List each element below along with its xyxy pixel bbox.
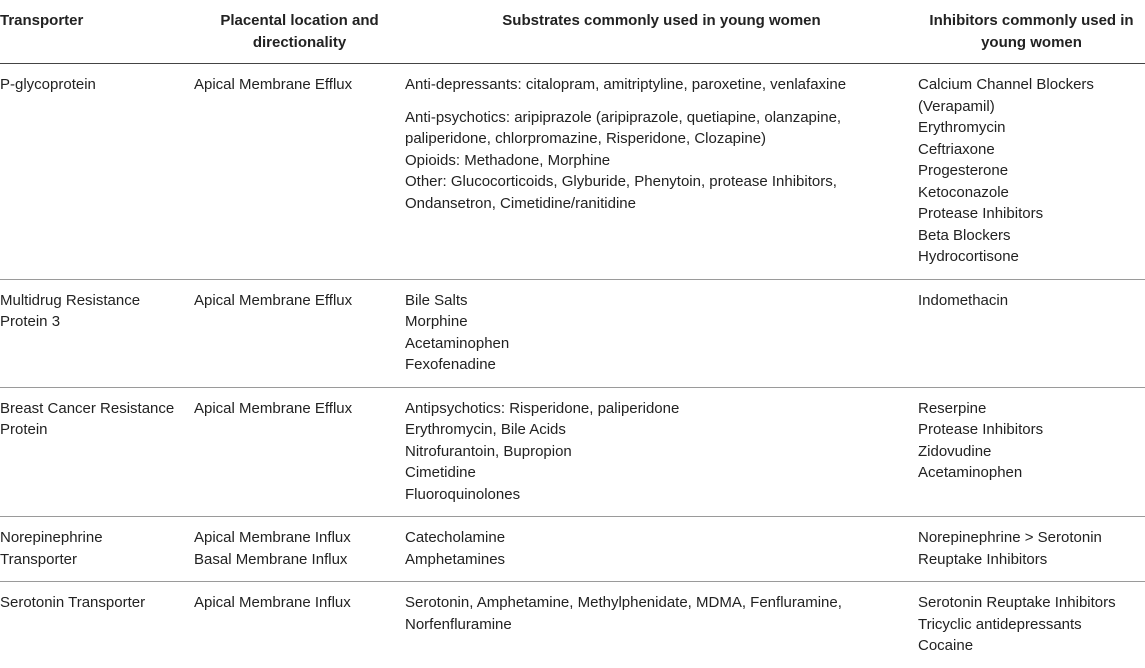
cell-line: Amphetamines — [405, 550, 506, 568]
cell-inhibitors — [918, 582, 1145, 668]
table-row — [0, 64, 1145, 280]
cell-line: Fexofenadine — [405, 356, 496, 373]
cell-line: Norepinephrine > Serotonin — [918, 529, 1102, 546]
cell-line: Hydrocortisone — [918, 248, 1019, 265]
cell-substrates — [405, 582, 918, 668]
cell-transporter — [0, 64, 194, 280]
cell-location — [194, 279, 405, 387]
cell-transporter — [0, 387, 194, 517]
cell-line: Protein 3 — [0, 313, 61, 330]
cell-location — [194, 582, 405, 668]
cell-line: Morphine — [405, 313, 468, 330]
cell-line: Norepinephrine — [0, 529, 103, 546]
cell-line: P-glycoprotein — [0, 76, 96, 93]
table-row — [0, 517, 1145, 582]
cell-line: Ondansetron, Cimetidine/ranitidine — [405, 194, 636, 212]
cell-line: Ceftriaxone — [918, 140, 995, 158]
cell-transporter — [0, 279, 194, 387]
cell-line: Breast Cancer Resistance — [0, 399, 175, 417]
cell-line: Protein — [0, 421, 48, 438]
cell-line: Anti-depressants: citalopram, amitriptyline, paroxetine, venlafaxine — [405, 76, 847, 93]
cell-line: Protease Inhibitors — [918, 205, 1044, 222]
header-row — [0, 0, 1145, 64]
cell-line: Apical Membrane Efflux — [194, 76, 353, 93]
cell-line: Tricyclic antidepressants — [918, 615, 1082, 633]
cell-line: Erythromycin, Bile Acids — [405, 421, 566, 438]
cell-line: Serotonin, Amphetamine, Methylphenidate, MDMA, Fenfluramine, — [405, 594, 842, 611]
cell-line: Basal Membrane Influx — [194, 550, 348, 568]
header-substrates: Substrates commonly used in young women — [405, 0, 918, 64]
cell-line: Cocaine — [918, 637, 974, 654]
cell-line: Acetaminophen — [918, 464, 1023, 481]
cell-line: Transporter — [0, 550, 77, 568]
cell-line: Apical Membrane Efflux — [194, 291, 353, 309]
cell-line: Cimetidine — [405, 464, 476, 481]
header-location: Placental location and directionality — [194, 0, 405, 64]
table-row — [0, 279, 1145, 387]
cell-line: Multidrug Resistance — [0, 291, 141, 309]
cell-line: Nitrofurantoin, Bupropion — [405, 442, 572, 460]
cell-line: Reuptake Inhibitors — [918, 550, 1048, 568]
cell-inhibitors — [918, 64, 1145, 280]
cell-substrates — [405, 279, 918, 387]
cell-line: Apical Membrane Efflux — [194, 399, 353, 417]
cell-inhibitors — [918, 279, 1145, 387]
cell-line: Ketoconazole — [918, 183, 1009, 201]
cell-line: Progesterone — [918, 162, 1009, 179]
cell-line: Serotonin Transporter — [0, 594, 146, 611]
cell-line: Anti-psychotics: aripiprazole (aripiprazole, quetiapine, olanzapine, — [405, 108, 842, 126]
cell-line: Other: Glucocorticoids, Glyburide, Phenytoin, protease Inhibitors, — [405, 173, 837, 190]
cell-line: Calcium Channel Blockers — [918, 76, 1094, 93]
cell-line: Bile Salts — [405, 291, 468, 309]
cell-line: Erythromycin — [918, 119, 1006, 136]
header-inhibitors: Inhibitors commonly used in young women — [918, 0, 1145, 64]
table-row — [0, 582, 1145, 668]
cell-line: Antipsychotics: Risperidone, paliperidone — [405, 399, 680, 417]
cell-substrates — [405, 64, 918, 280]
cell-line: Reserpine — [918, 399, 987, 417]
header-transporter: Transporter — [0, 0, 194, 64]
cell-transporter — [0, 517, 194, 582]
cell-line: Opioids: Methadone, Morphine — [405, 151, 611, 169]
cell-inhibitors — [918, 517, 1145, 582]
cell-line: Apical Membrane Influx — [194, 529, 351, 546]
cell-line: (Verapamil) — [918, 97, 995, 115]
cell-line: Catecholamine — [405, 529, 506, 546]
cell-location — [194, 387, 405, 517]
cell-transporter — [0, 582, 194, 668]
table-row — [0, 387, 1145, 517]
cell-substrates — [405, 387, 918, 517]
cell-line: Protease Inhibitors — [918, 421, 1044, 438]
cell-line: Acetaminophen — [405, 334, 510, 352]
cell-line: Zidovudine — [918, 442, 992, 460]
cell-location — [194, 517, 405, 582]
cell-line: Apical Membrane Influx — [194, 594, 351, 611]
cell-line: Serotonin Reuptake Inhibitors — [918, 594, 1116, 611]
cell-inhibitors — [918, 387, 1145, 517]
cell-line: Indomethacin — [918, 291, 1009, 309]
cell-line: Beta Blockers — [918, 226, 1011, 244]
cell-line: Norfenfluramine — [405, 615, 512, 633]
cell-location — [194, 64, 405, 280]
cell-line: paliperidone, chlorpromazine, Risperidone, Clozapine) — [405, 130, 767, 147]
cell-substrates — [405, 517, 918, 582]
cell-line: Fluoroquinolones — [405, 485, 521, 503]
